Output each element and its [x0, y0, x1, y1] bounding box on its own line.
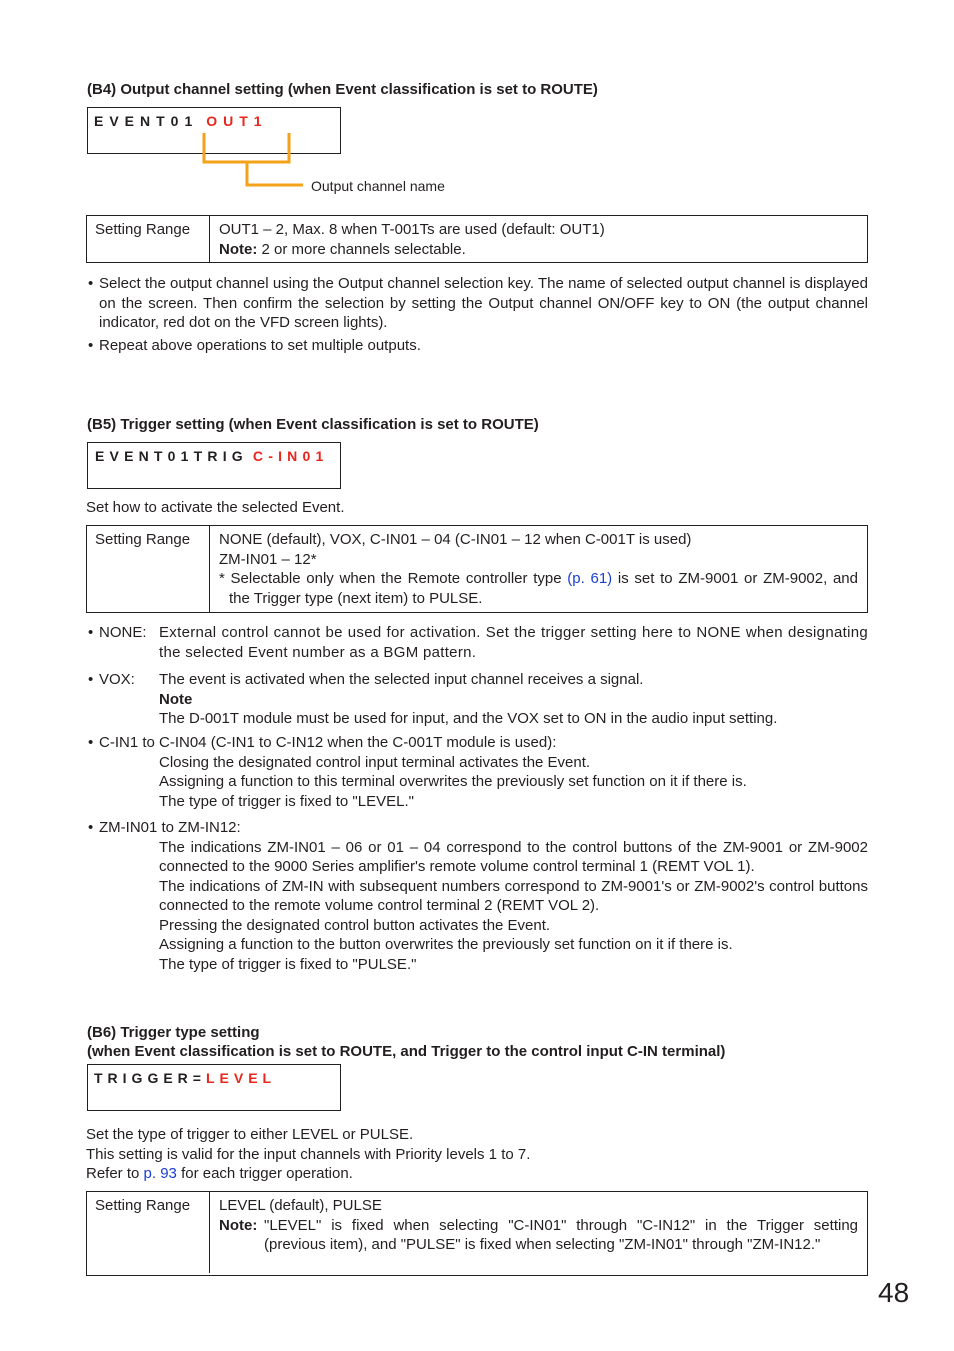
b5-zm-para-2: The indications of ZM-IN with subsequent numbers correspond to ZM-9001's or ZM-9002's control buttons connected to the remote volume control terminal 2 (REMT VOL 2). — [159, 877, 868, 914]
b5-vox-note-label: Note — [159, 690, 193, 708]
b5-cin-head: C-IN1 to C-IN04 (C-IN1 to C-IN12 when the C-001T module is used): — [99, 734, 557, 751]
b6-note-text: "LEVEL" is fixed when selecting "C-IN01" through "C-IN12" in the Trigger setting (previous item), and "PULSE" is fixed when selecting "ZM-IN01" through "ZM-IN12." — [264, 1216, 858, 1253]
b5-none-text: External control cannot be used for activation. Set the trigger setting here to NONE when designating the selected Event number as a BGM pattern. — [159, 624, 868, 661]
b5-range-line-2: ZM-IN01 – 12* — [219, 550, 317, 568]
b4-bullet-1: • Select the output channel using the Output channel selection key. The name of selected output channel is displayed on the screen. Then confirm the selection by setting the Output channel ON/OFF key to ON (the output channel indicator, red dot on the VFD screen lights). — [88, 275, 868, 331]
b5-display-screen — [87, 442, 341, 489]
b5-table-label: Setting Range — [95, 531, 191, 548]
b5-page-link-61[interactable]: (p. 61) — [567, 570, 613, 587]
b4-table-label: Setting Range — [95, 221, 191, 238]
b4-display-prefix: EVENT01 — [94, 113, 199, 129]
b6-intro-2: This setting is valid for the input channels with Priority levels 1 to 7. — [86, 1145, 531, 1163]
b5-zm-line-3: Pressing the designated control button activates the Event. — [159, 916, 551, 934]
b6-intro-1: Set the type of trigger to either LEVEL or PULSE. — [86, 1126, 414, 1143]
b4-callout-label: Output channel name — [311, 178, 445, 194]
b5-cin-line-2: Assigning a function to this terminal overwrites the previously set function on it if there is. — [159, 773, 747, 790]
b6-range-line: LEVEL (default), PULSE — [219, 1197, 382, 1214]
b4-callout-bracket — [195, 125, 315, 195]
b4-heading: (B4) Output channel setting (when Event classification is set to ROUTE) — [87, 81, 598, 98]
b5-none-item: • NONE: External control cannot be used for activation. Set the trigger setting here to NONE when designating the selected Event number as a BGM pattern. — [88, 624, 868, 661]
b5-setting-range-table — [86, 525, 868, 613]
b6-display-screen — [87, 1064, 341, 1111]
b6-intro-3: Refer to p. 93 for each trigger operation. — [86, 1165, 353, 1182]
b5-cin-item: • C-IN1 to C-IN04 (C-IN1 to C-IN12 when the C-001T module is used): Closing the designated control input terminal activates the Event. Assigning a function to this terminal overwrites the previously set function on it if there is. The type of trigger is fixed to "LEVEL." — [88, 733, 868, 811]
b5-heading: (B5) Trigger setting (when Event classification is set to ROUTE) — [87, 416, 539, 433]
b6-note-label: Note: — [219, 1216, 258, 1234]
b5-none-label: NONE: — [99, 624, 147, 641]
b5-zm-head: ZM-IN01 to ZM-IN12: — [99, 819, 241, 836]
b5-zm-line-4: Assigning a function to the button overwrites the previously set function on it if there is. — [159, 936, 733, 953]
b5-display-value: C-IN01 — [252, 448, 329, 464]
b4-note-label: Note: — [219, 240, 258, 258]
b5-vox-label: VOX: — [99, 671, 135, 688]
b5-display-prefix: EVENT01TRIG — [95, 448, 248, 464]
b5-zm-para-1: The indications ZM-IN01 – 06 or 01 – 04 correspond to the control buttons of the ZM-9001 or ZM-9002 connected to the 9000 Series amplifier's remote volume control terminal 1 (REMT VOL 1). — [159, 838, 868, 875]
b5-cin-line-1: Closing the designated control input terminal activates the Event. — [159, 753, 591, 771]
page-number: 48 — [878, 1277, 910, 1308]
b6-display-value: LEVEL — [205, 1070, 277, 1086]
b5-vox-text: The event is activated when the selected input channel receives a signal. — [159, 671, 644, 688]
b5-zm-line-5: The type of trigger is fixed to "PULSE." — [159, 955, 417, 973]
b5-vox-item: • VOX: The event is activated when the selected input channel receives a signal. Note The D-001T module must be used for input, and the VOX set to ON in the audio input setting. — [88, 670, 868, 729]
b5-intro: Set how to activate the selected Event. — [86, 499, 345, 516]
b4-bullet-2: • Repeat above operations to set multiple outputs. — [88, 337, 421, 354]
b6-table-label: Setting Range — [95, 1197, 191, 1214]
b6-heading-1: (B6) Trigger type setting — [87, 1024, 260, 1041]
b5-zm-item: • ZM-IN01 to ZM-IN12: The indications ZM-IN01 – 06 or 01 – 04 correspond to the control buttons of the ZM-9001 or ZM-9002 connected to the 9000 Series amplifier's remote volume control terminal 1 (REMT VOL 1). The indications of ZM-IN with subsequent numbers correspond to ZM-9001's or ZM-9002's control buttons connected to the remote volume control terminal 2 (REMT VOL 2). Pressing the designated control button activates the Event. Assigning a function to the button overwrites the previously set function on it if there is. The type of trigger is fixed to "PULSE." — [88, 819, 868, 973]
b5-range-line-1: NONE (default), VOX, C-IN01 – 04 (C-IN01 – 12 when C-001T is used) — [219, 531, 692, 548]
b6-display-prefix: TRIGGER= — [94, 1070, 206, 1086]
b4-setting-range-table — [86, 215, 868, 263]
b6-setting-range-table — [86, 1191, 868, 1276]
b5-vox-note-text: The D-001T module must be used for input, and the VOX set to ON in the audio input setting. — [159, 710, 778, 727]
b4-display-value: OUT1 — [206, 113, 268, 129]
b6-intro — [86, 1125, 530, 1184]
b5-cin-line-3: The type of trigger is fixed to "LEVEL." — [159, 792, 414, 810]
b6-heading-2: (when Event classification is set to ROUTE, and Trigger to the control input C-IN terminal) — [87, 1043, 726, 1060]
b5-range-note: * Selectable only when the Remote controller type (p. 61) is set to ZM-9001 or ZM-9002, and the Trigger type (next item) to PULSE. — [219, 570, 858, 607]
b4-range-line: OUT1 – 2, Max. 8 when T-001Ts are used (default: OUT1) — [219, 221, 605, 238]
b6-page-link-93[interactable]: p. 93 — [143, 1165, 177, 1182]
b4-note-text: 2 or more channels selectable. — [257, 240, 466, 258]
